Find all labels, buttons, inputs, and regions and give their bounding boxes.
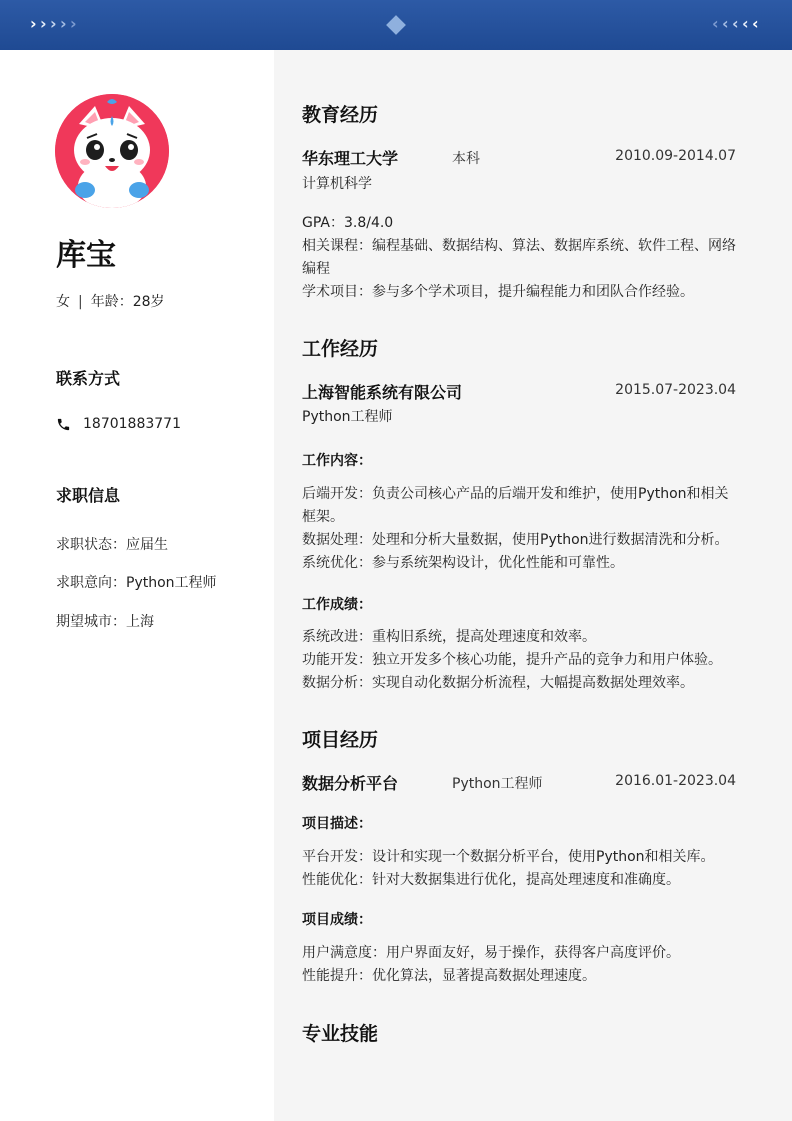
work-heading: 工作经历 — [302, 338, 379, 360]
project-name: 数据分析平台 — [302, 774, 399, 793]
education-date: 2010.09-2014.07 — [615, 148, 736, 164]
chevron-left-icon: ‹ — [752, 14, 758, 33]
chevron-left-icon: ‹ — [742, 14, 748, 33]
chevron-right-icon: › — [30, 14, 36, 33]
age-text: 年龄：28岁 — [90, 294, 165, 310]
work-result-item: 数据分析：实现自动化数据分析流程，大幅提高数据处理效率。 — [302, 675, 694, 691]
main-content — [274, 50, 792, 1121]
company-name: 上海智能系统有限公司 — [302, 383, 463, 402]
skills-heading: 专业技能 — [302, 1023, 379, 1045]
chevron-left-icon: ‹ — [732, 14, 738, 33]
degree: 本科 — [452, 151, 480, 167]
project-result-item: 用户满意度：用户界面友好，易于操作，获得客户高度评价。 — [302, 945, 680, 961]
work-content-item: 系统优化：参与系统架构设计，优化性能和可靠性。 — [302, 555, 624, 571]
job-status: 求职状态：应届生 — [56, 537, 168, 553]
chevron-right-icon: › — [50, 14, 56, 33]
chevron-left-icon: ‹ — [712, 14, 718, 33]
project-date: 2016.01-2023.04 — [615, 773, 736, 789]
job-intent-heading: 求职信息 — [56, 486, 121, 505]
chevron-right-icon: › — [60, 14, 66, 33]
project-row — [302, 771, 736, 793]
contact-heading: 联系方式 — [56, 369, 121, 388]
gpa: GPA：3.8/4.0 — [302, 215, 394, 231]
work-result-item: 功能开发：独立开发多个核心功能，提升产品的竞争力和用户体验。 — [302, 652, 722, 668]
project-desc-heading: 项目描述： — [302, 816, 372, 832]
project-results-heading: 项目成绩： — [302, 912, 372, 928]
project-role: Python工程师 — [452, 776, 543, 792]
job-target: 求职意向：Python工程师 — [56, 575, 217, 591]
project-result-item: 性能提升：优化算法，显著提高数据处理速度。 — [302, 968, 596, 984]
avatar — [55, 94, 169, 208]
work-row — [302, 380, 736, 402]
work-content-heading: 工作内容： — [302, 453, 372, 469]
sidebar — [0, 50, 274, 1121]
academic-projects: 学术项目：参与多个学术项目，提升编程能力和团队合作经验。 — [302, 284, 694, 300]
education-heading: 教育经历 — [302, 104, 379, 126]
work-content-item: 数据处理：处理和分析大量数据，使用Python进行数据清洗和分析。 — [302, 532, 729, 548]
divider: | — [78, 294, 83, 310]
work-content-item: 后端开发：负责公司核心产品的后端开发和维护，使用Python和相关框架。 — [302, 486, 729, 525]
chevron-right-icon: › — [70, 14, 76, 33]
work-results-heading: 工作成绩： — [302, 597, 372, 613]
major: 计算机科学 — [302, 176, 372, 192]
project-desc-item: 平台开发：设计和实现一个数据分析平台，使用Python和相关库。 — [302, 849, 715, 865]
phone-row — [56, 416, 181, 432]
education-row — [302, 146, 736, 168]
profile-name: 库宝 — [56, 238, 116, 273]
phone-icon — [56, 417, 71, 432]
profile-basic-info — [56, 291, 165, 311]
chevron-left-icon: ‹ — [722, 14, 728, 33]
work-date: 2015.07-2023.04 — [615, 382, 736, 398]
work-result-item: 系统改进：重构旧系统，提高处理速度和效率。 — [302, 629, 596, 645]
courses: 相关课程：编程基础、数据结构、算法、数据库系统、软件工程、网络编程 — [302, 238, 736, 277]
right-chevrons — [712, 14, 762, 33]
project-heading: 项目经历 — [302, 729, 379, 751]
gender-text: 女 — [56, 294, 70, 310]
project-desc-item: 性能优化：针对大数据集进行优化，提高处理速度和准确度。 — [302, 872, 680, 888]
diamond-icon — [386, 15, 406, 35]
work-title: Python工程师 — [302, 409, 393, 425]
school-name: 华东理工大学 — [302, 149, 399, 168]
header-bar — [0, 0, 792, 50]
phone-number: 18701883771 — [83, 416, 181, 432]
cat-mascot-icon — [55, 94, 169, 208]
job-city: 期望城市：上海 — [56, 614, 154, 630]
left-chevrons — [30, 14, 80, 33]
chevron-right-icon: › — [40, 14, 46, 33]
